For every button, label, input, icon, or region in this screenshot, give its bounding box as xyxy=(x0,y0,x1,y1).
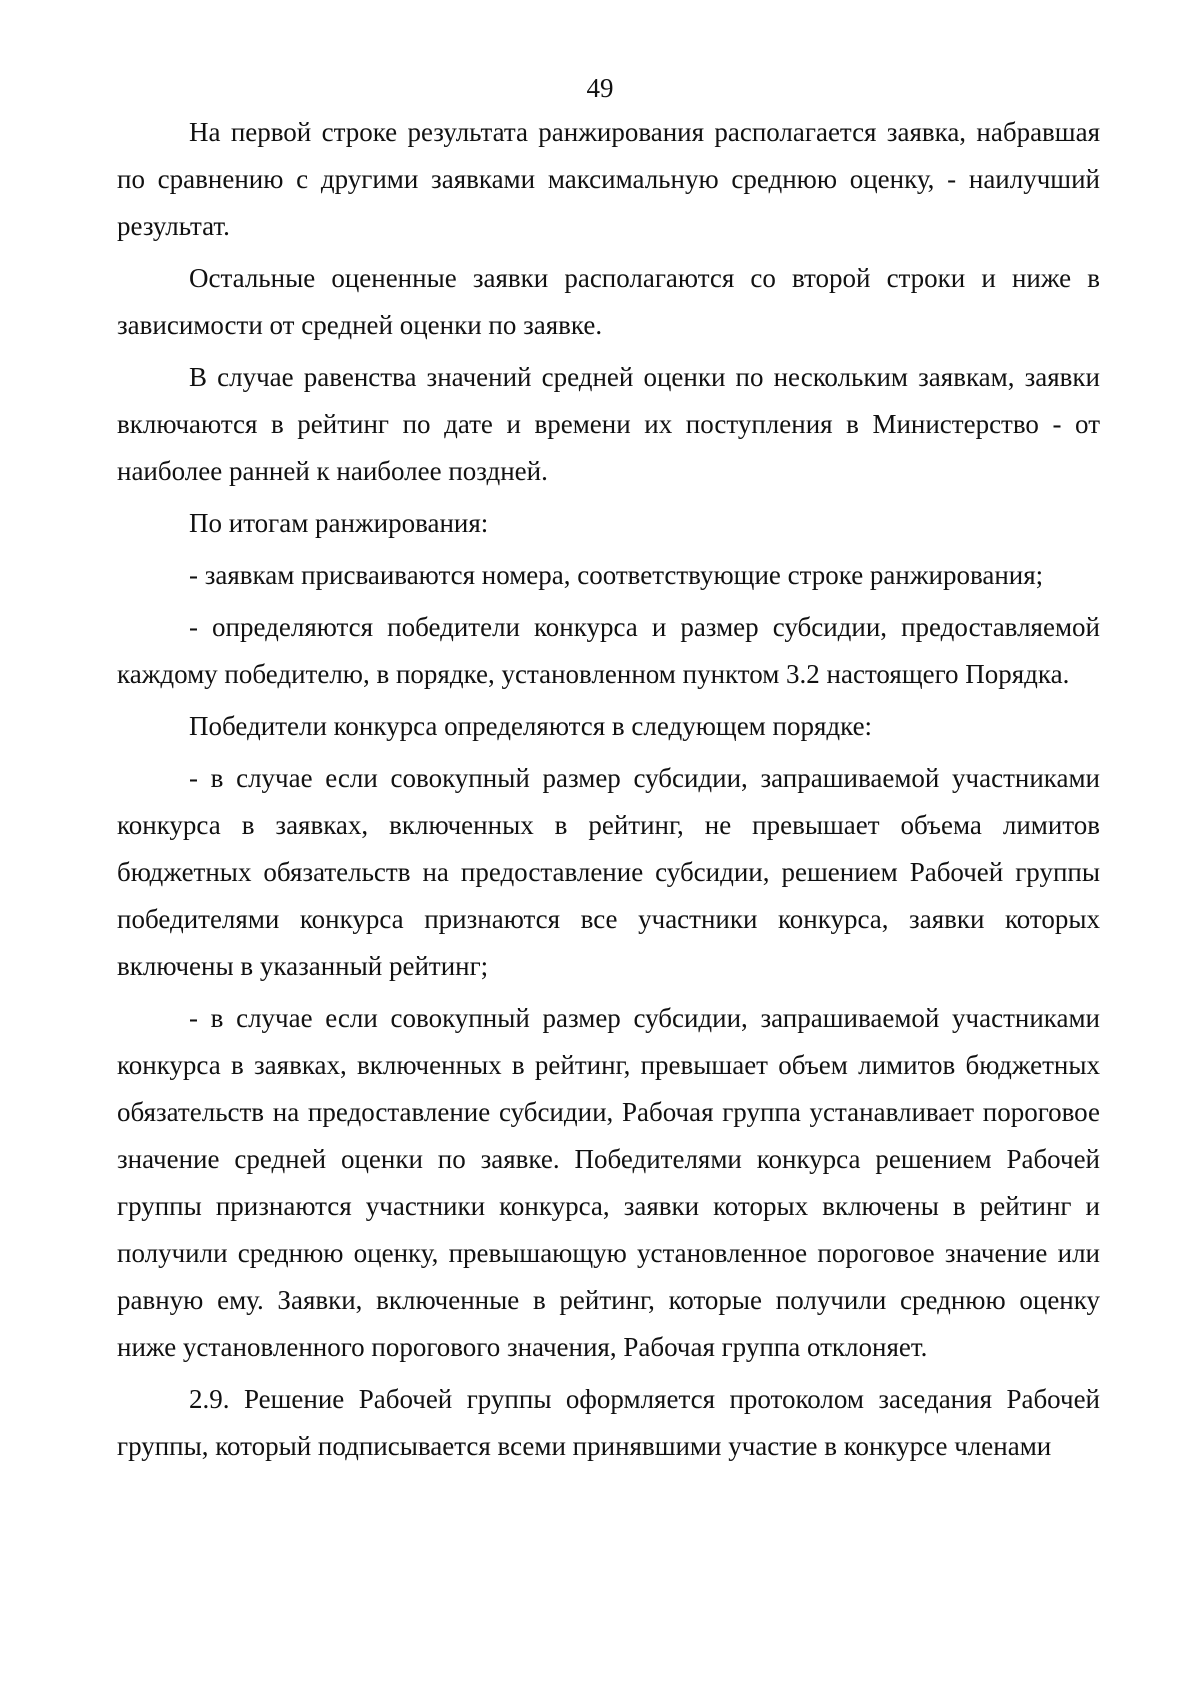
list-item-numbers-assigned: - заявкам присваиваются номера, соответствующие строке ранжирования; xyxy=(189,560,1044,590)
paragraph-equal-scores: В случае равенства значений средней оценки по нескольким заявкам, заявки включаются в рейтинг по дате и времени их поступления в Министерство - от наиболее ранней к наиболее поздней. xyxy=(117,362,1100,486)
paragraph-ranking-first-line: На первой строке результата ранжирования располагается заявка, набравшая по сравнению с другими заявками максимальную среднюю оценку, - наилучший результат. xyxy=(117,117,1100,241)
paragraph-section-2-9: 2.9. Решение Рабочей группы оформляется протоколом заседания Рабочей группы, который подписывается всеми принявшими участие в конкурсе членами xyxy=(117,1384,1100,1461)
document-body xyxy=(117,109,1100,1470)
paragraph-other-applications: Остальные оцененные заявки располагаются со второй строки и ниже в зависимости от средней оценки по заявке. xyxy=(117,263,1100,340)
paragraph-ranking-results-intro: По итогам ранжирования: xyxy=(189,508,489,538)
list-item-winners-determined: - определяются победители конкурса и размер субсидии, предоставляемой каждому победителю, в порядке, установленном пунктом 3.2 настоящего Порядка. xyxy=(117,612,1100,689)
paragraph-winners-order-intro: Победители конкурса определяются в следующем порядке: xyxy=(189,711,873,741)
list-item-within-limits: - в случае если совокупный размер субсидии, запрашиваемой участниками конкурса в заявках, включенных в рейтинг, не превышает объема лимитов бюджетных обязательств на предоставление субсидии, решением Рабочей группы победителями конкурса признаются все участники конкурса, заявки которых включены в указанный рейтинг; xyxy=(117,763,1100,981)
list-item-exceeds-limits: - в случае если совокупный размер субсидии, запрашиваемой участниками конкурса в заявках, включенных в рейтинг, превышает объем лимитов бюджетных обязательств на предоставление субсидии, Рабочая группа устанавливает пороговое значение средней оценки по заявке. Победителями конкурса решением Рабочей группы признаются участники конкурса, заявки которых включены в рейтинг и получили среднюю оценку, превышающую установленное пороговое значение или равную ему. Заявки, включенные в рейтинг, которые получили среднюю оценку ниже установленного порогового значения, Рабочая группа отклоняет. xyxy=(117,1003,1100,1362)
page-number: 49 xyxy=(586,73,614,103)
